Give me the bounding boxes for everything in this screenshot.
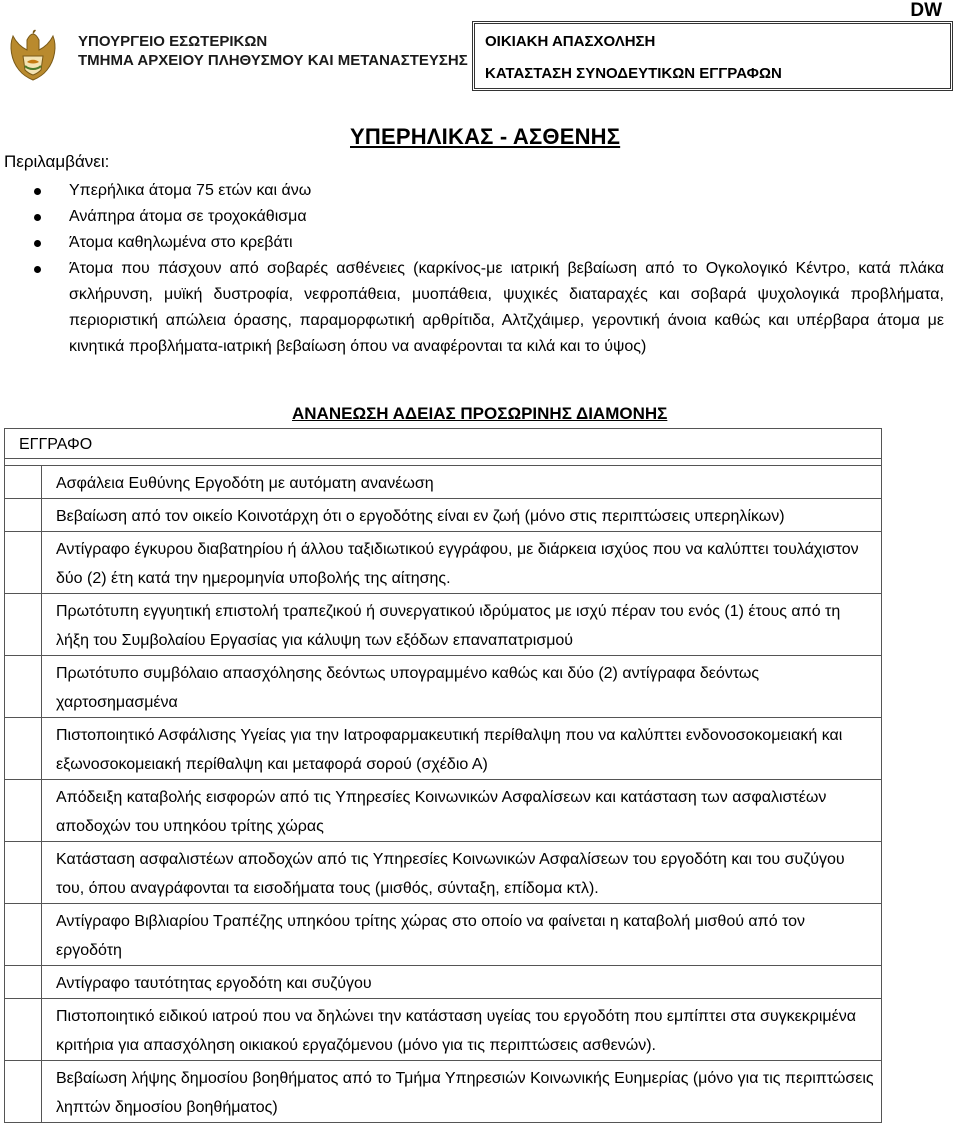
table-row xyxy=(5,466,882,499)
document-description: Απόδειξη καταβολής εισφορών από τις Υπηρεσίες Κοινωνικών Ασφαλίσεων και κατάσταση των ασφαλιστέων αποδοχών του υπηκόου τρίτης χώρας xyxy=(42,780,882,842)
document-description: Πιστοποιητικό ειδικού ιατρού που να δηλώνει την κατάσταση υγείας του εργοδότη που εμπίπτει στα συγκεκριμένα κριτήρια για απασχόληση οικιακού εργαζόμενου (μόνο για τις περιπτώσεις ασθενών). xyxy=(42,999,882,1061)
document-description: Αντίγραφο ταυτότητας εργοδότη και συζύγου xyxy=(42,966,882,999)
table-header-cell: ΕΓΓΡΑΦΟ xyxy=(5,429,882,459)
department-name: ΤΜΗΜΑ ΑΡΧΕΙΟΥ ΠΛΗΘΥΣΜΟΥ ΚΑΙ ΜΕΤΑΝΑΣΤΕΥΣΗΣ xyxy=(78,52,468,69)
table-row xyxy=(5,966,882,999)
table-spacer-row xyxy=(5,459,882,466)
includes-list xyxy=(0,178,950,360)
table-row xyxy=(5,594,882,656)
list-item: Άτομα καθηλωμένα στο κρεβάτι xyxy=(0,230,950,256)
table-row xyxy=(5,656,882,718)
document-description: Κατάσταση ασφαλιστέων αποδοχών από τις Υπηρεσίες Κοινωνικών Ασφαλίσεων του εργοδότη και του συζύγου του, όπου αναγράφονται τα εισοδήματα τους (μισθός, σύνταξη, επίδομα κτλ). xyxy=(42,842,882,904)
checkbox-cell[interactable] xyxy=(5,532,42,594)
checkbox-cell[interactable] xyxy=(5,999,42,1061)
cyprus-crest-icon xyxy=(5,26,61,86)
table-row xyxy=(5,718,882,780)
employment-type: ΟΙΚΙΑΚΗ ΑΠΑΣΧΟΛΗΣΗ xyxy=(485,33,656,50)
category-title: ΥΠΕΡΗΛΙΚΑΣ - ΑΣΘΕΝΗΣ xyxy=(350,124,621,149)
checkbox-cell[interactable] xyxy=(5,718,42,780)
checkbox-cell[interactable] xyxy=(5,499,42,532)
document-description: Βεβαίωση λήψης δημοσίου βοηθήματος από το Τμήμα Υπηρεσιών Κοινωνικής Ευημερίας (μόνο για τις περιπτώσεις ληπτών δημοσίου βοηθήματος) xyxy=(42,1061,882,1123)
checkbox-cell[interactable] xyxy=(5,466,42,499)
table-row xyxy=(5,904,882,966)
includes-label: Περιλαμβάνει: xyxy=(4,152,110,171)
corner-tag: DW xyxy=(910,0,942,21)
checkbox-cell[interactable] xyxy=(5,780,42,842)
ministry-block xyxy=(78,32,468,70)
list-item: Ανάπηρα άτομα σε τροχοκάθισμα xyxy=(0,204,950,230)
document-description: Πιστοποιητικό Ασφάλισης Υγείας για την Ιατροφαρμακευτική περίθαλψη που να καλύπτει ενδονοσοκομειακή και εξωνοσοκομειακή περίθαλψη και μεταφορά σορού (σχέδιο Α) xyxy=(42,718,882,780)
document-subtitle: ΚΑΤΑΣΤΑΣΗ ΣΥΝΟΔΕΥΤΙΚΩΝ ΕΓΓΡΑΦΩΝ xyxy=(485,65,782,82)
table-row xyxy=(5,532,882,594)
checkbox-cell[interactable] xyxy=(5,656,42,718)
checkbox-cell[interactable] xyxy=(5,966,42,999)
checkbox-cell[interactable] xyxy=(5,1061,42,1123)
list-item: Άτομα που πάσχουν από σοβαρές ασθένειες (καρκίνος-με ιατρική βεβαίωση από το Ογκολογικό Κέντρο, κατά πλάκα σκλήρυνση, μυϊκή δυστροφία, νεφροπάθεια, μυοπάθεια, ψυχικές διαταραχές και σοβαρά ψυχολογικά προβλήματα, περιοριστική απώλεια όρασης, παραμορφωτική αρθρίτιδα, Αλτζχάιμερ, γεροντική άνοια καθώς και υπέρβαρα άτομα με κινητικά προβλήματα-ιατρική βεβαίωση όπου να αναφέρονται τα κιλά και το ύψος) xyxy=(0,256,950,360)
document-header-box xyxy=(472,21,953,91)
ministry-name: ΥΠΟΥΡΓΕΙΟ ΕΣΩΤΕΡΙΚΩΝ xyxy=(78,33,268,50)
checkbox-cell[interactable] xyxy=(5,842,42,904)
checkbox-cell[interactable] xyxy=(5,594,42,656)
table-header-row xyxy=(5,429,882,459)
document-description: Ασφάλεια Ευθύνης Εργοδότη με αυτόματη ανανέωση xyxy=(42,466,882,499)
table-row xyxy=(5,780,882,842)
document-description: Αντίγραφο έγκυρου διαβατηρίου ή άλλου ταξιδιωτικού εγγράφου, με διάρκεια ισχύος που να καλύπτει τουλάχιστον δύο (2) έτη κατά την ημερομηνία υποβολής της αίτησης. xyxy=(42,532,882,594)
table-row xyxy=(5,842,882,904)
list-item: Υπερήλικα άτομα 75 ετών και άνω xyxy=(0,178,950,204)
document-description: Βεβαίωση από τον οικείο Κοινοτάρχη ότι ο εργοδότης είναι εν ζωή (μόνο στις περιπτώσεις υπερηλίκων) xyxy=(42,499,882,532)
section-title: ΑΝΑΝΕΩΣΗ ΑΔΕΙΑΣ ΠΡΟΣΩΡΙΝΗΣ ΔΙΑΜΟΝΗΣ xyxy=(292,404,668,423)
table-row xyxy=(5,1061,882,1123)
documents-table xyxy=(4,428,882,1123)
document-description: Αντίγραφο Βιβλιαρίου Τραπέζης υπηκόου τρίτης χώρας στο οποίο να φαίνεται η καταβολή μισθού από τον εργοδότη xyxy=(42,904,882,966)
spacer-cell xyxy=(5,459,882,466)
table-row xyxy=(5,999,882,1061)
table-row xyxy=(5,499,882,532)
checkbox-cell[interactable] xyxy=(5,904,42,966)
document-description: Πρωτότυπο συμβόλαιο απασχόλησης δεόντως υπογραμμένο καθώς και δύο (2) αντίγραφα δεόντως χαρτοσημασμένα xyxy=(42,656,882,718)
document-description: Πρωτότυπη εγγυητική επιστολή τραπεζικού ή συνεργατικού ιδρύματος με ισχύ πέραν του ενός (1) έτους από τη λήξη του Συμβολαίου Εργασίας για κάλυψη των εξόδων επαναπατρισμού xyxy=(42,594,882,656)
